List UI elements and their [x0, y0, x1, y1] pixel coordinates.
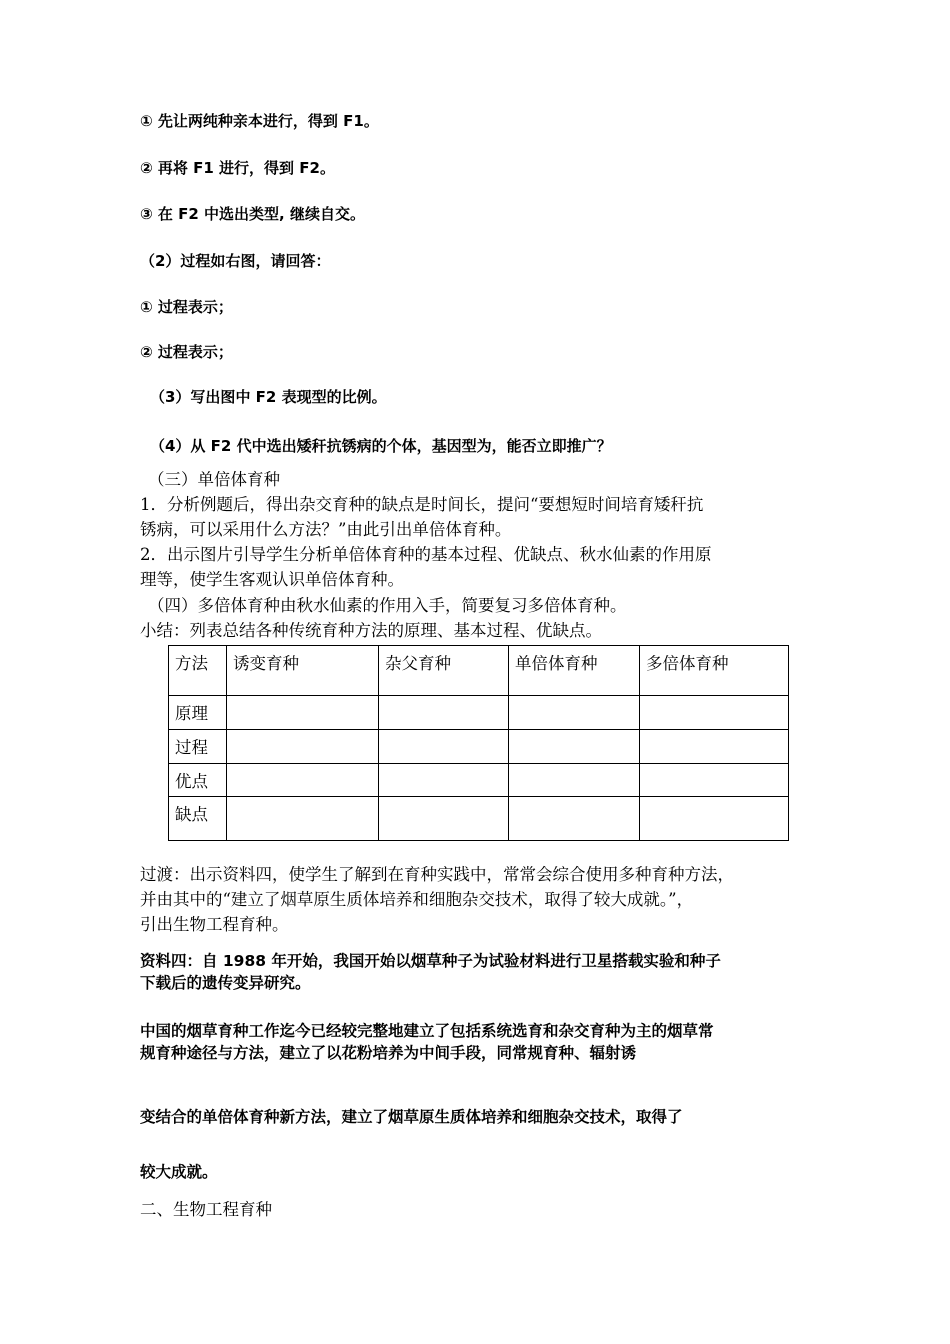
section-two-heading: 二、生物工程育种: [140, 1200, 272, 1219]
table-row-label: 过程: [169, 730, 227, 764]
q3-question: （3）写出图中 F2 表现型的比例。: [150, 388, 387, 406]
section3-heading: （三）单倍体育种: [148, 470, 280, 489]
table-header-cell: 多倍体育种: [640, 646, 789, 696]
table-row: [169, 797, 789, 841]
table-row-label: 原理: [169, 696, 227, 730]
table-cell: [227, 730, 379, 764]
table-cell: [509, 764, 640, 797]
section3-p2-line1: 2．出示图片引导学生分析单倍体育种的基本过程、优缺点、秋水仙素的作用原: [140, 545, 712, 564]
q2-item2: ② 过程表示；: [140, 343, 233, 361]
table-cell: [640, 696, 789, 730]
table-header-cell: 单倍体育种: [509, 646, 640, 696]
china-line4: 较大成就。: [140, 1163, 218, 1181]
china-line2: 规育种途径与方法，建立了以花粉培养为中间手段，同常规育种、辐射诱: [140, 1044, 637, 1062]
q1-step3: ③ 在 F2 中选出类型, 继续自交。: [140, 205, 365, 223]
table-row-label: 优点: [169, 764, 227, 797]
material4-line1: 资料四：自 1988 年开始，我国开始以烟草种子为试验材料进行卫星搭载实验和种子: [140, 952, 721, 970]
table-row: [169, 730, 789, 764]
table-cell: [379, 730, 509, 764]
table-row-label: 缺点: [169, 797, 227, 841]
table-cell: [227, 696, 379, 730]
q4-question: （4）从 F2 代中选出矮秆抗锈病的个体，基因型为，能否立即推广？: [150, 437, 612, 455]
transition-line3: 引出生物工程育种。: [140, 915, 289, 934]
summary-table: [168, 645, 789, 841]
section3-p1-line1: 1．分析例题后，得出杂交育种的缺点是时间长，提问“要想短时间培育矮秆抗: [140, 495, 704, 514]
transition-line1: 过渡：出示资料四，使学生了解到在育种实践中，常常会综合使用多种育种方法，: [140, 865, 734, 884]
q2-title: （2）过程如右图，请回答：: [140, 252, 331, 270]
table-cell: [509, 730, 640, 764]
table-cell: [379, 696, 509, 730]
table-cell: [379, 797, 509, 841]
table-header-cell: 杂父育种: [379, 646, 509, 696]
table-row: [169, 764, 789, 797]
table-cell: [379, 764, 509, 797]
section3-p2-line2: 理等，使学生客观认识单倍体育种。: [140, 570, 404, 589]
china-line1: 中国的烟草育种工作迄今已经较完整地建立了包括系统选育和杂交育种为主的烟草常: [140, 1022, 714, 1040]
table-header-row: [169, 646, 789, 696]
table-header-cell: 方法: [169, 646, 227, 696]
q1-step1: ① 先让两纯种亲本进行，得到 F1。: [140, 112, 379, 130]
table-cell: [509, 696, 640, 730]
table-header-cell: 诱变育种: [227, 646, 379, 696]
china-line3: 变结合的单倍体育种新方法，建立了烟草原生质体培养和细胞杂交技术，取得了: [140, 1108, 683, 1126]
table-cell: [640, 730, 789, 764]
transition-line2: 并由其中的“建立了烟草原生质体培养和细胞杂交技术，取得了较大成就。”，: [140, 890, 694, 909]
q1-step2: ② 再将 F1 进行，得到 F2。: [140, 159, 335, 177]
summary-text: 小结：列表总结各种传统育种方法的原理、基本过程、优缺点。: [140, 621, 602, 640]
section4-text: （四）多倍体育种由秋水仙素的作用入手，简要复习多倍体育种。: [148, 596, 627, 615]
section3-p1-line2: 锈病，可以采用什么方法？”由此引出单倍体育种。: [140, 520, 512, 539]
table-row: [169, 696, 789, 730]
table-cell: [640, 764, 789, 797]
table-cell: [227, 797, 379, 841]
table-cell: [640, 797, 789, 841]
table-cell: [227, 764, 379, 797]
material4-line2: 下载后的遗传变异研究。: [140, 974, 311, 992]
q2-item1: ① 过程表示；: [140, 298, 233, 316]
table-cell: [509, 797, 640, 841]
